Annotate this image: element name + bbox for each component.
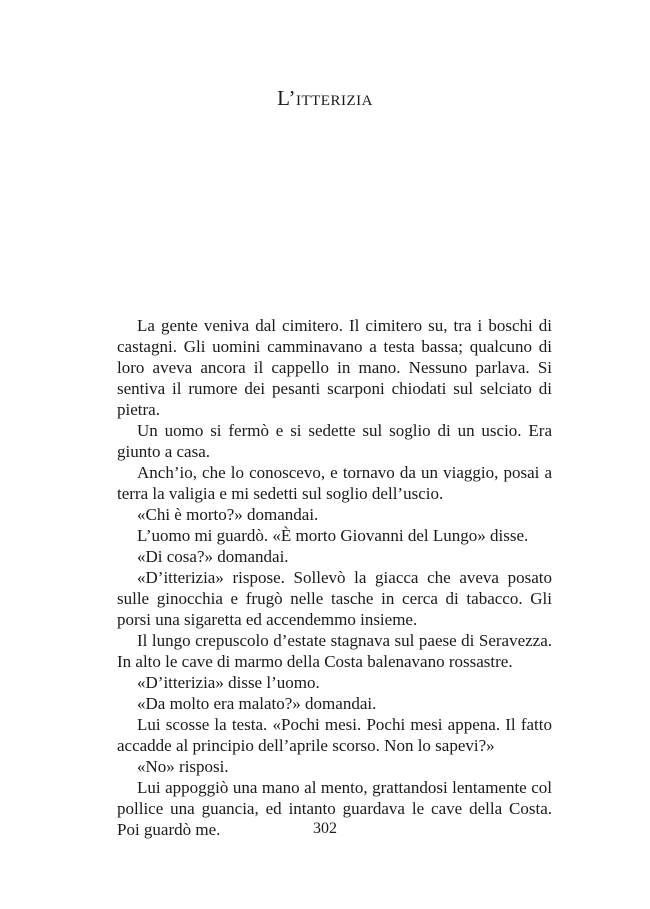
paragraph: «Di cosa?» domandai. — [137, 547, 289, 566]
paragraph: L’uomo mi guardò. «È morto Giovanni del Lungo» disse. — [137, 526, 529, 545]
page-number: 302 — [313, 820, 337, 837]
chapter-title: L’itterizia — [277, 86, 373, 110]
body-text — [117, 315, 552, 840]
paragraph: Lui scosse la testa. «Pochi mesi. Pochi mesi appena. Il fatto accadde al principio dell’aprile scorso. Non lo sapevi?» — [117, 715, 552, 755]
paragraph: La gente veniva dal cimitero. Il cimitero su, tra i boschi di castagni. Gli uomini camminavano a testa bassa; qualcuno di loro aveva ancora il cappello in mano. Nessuno parlava. Si sentiva il rumore dei pesanti scarponi chiodati sul selciato di pietra. — [117, 316, 552, 419]
paragraph: Il lungo crepuscolo d’estate stagnava sul paese di Seravezza. In alto le cave di marmo della Costa balenavano rossastre. — [117, 631, 552, 671]
paragraph: Un uomo si fermò e si sedette sul soglio di un uscio. Era giunto a casa. — [117, 421, 552, 461]
paragraph: Anch’io, che lo conoscevo, e tornavo da un viaggio, posai a terra la valigia e mi sedetti sul soglio dell’uscio. — [117, 463, 552, 503]
paragraph: «D’itterizia» disse l’uomo. — [137, 673, 320, 692]
paragraph: «Chi è morto?» domandai. — [137, 505, 319, 524]
paragraph: «No» risposi. — [137, 757, 229, 776]
paragraph: «Da molto era malato?» domandai. — [137, 694, 377, 713]
paragraph: «D’itterizia» rispose. Sollevò la giacca che aveva posato sulle ginocchia e frugò nelle tasche in cerca di tabacco. Gli porsi una sigaretta ed accendemmo insieme. — [117, 568, 552, 629]
paragraph: Lui appoggiò una mano al mento, grattandosi lentamente col pollice una guancia, ed intanto guardava le cave della Costa. Poi guardò me. — [117, 778, 552, 839]
